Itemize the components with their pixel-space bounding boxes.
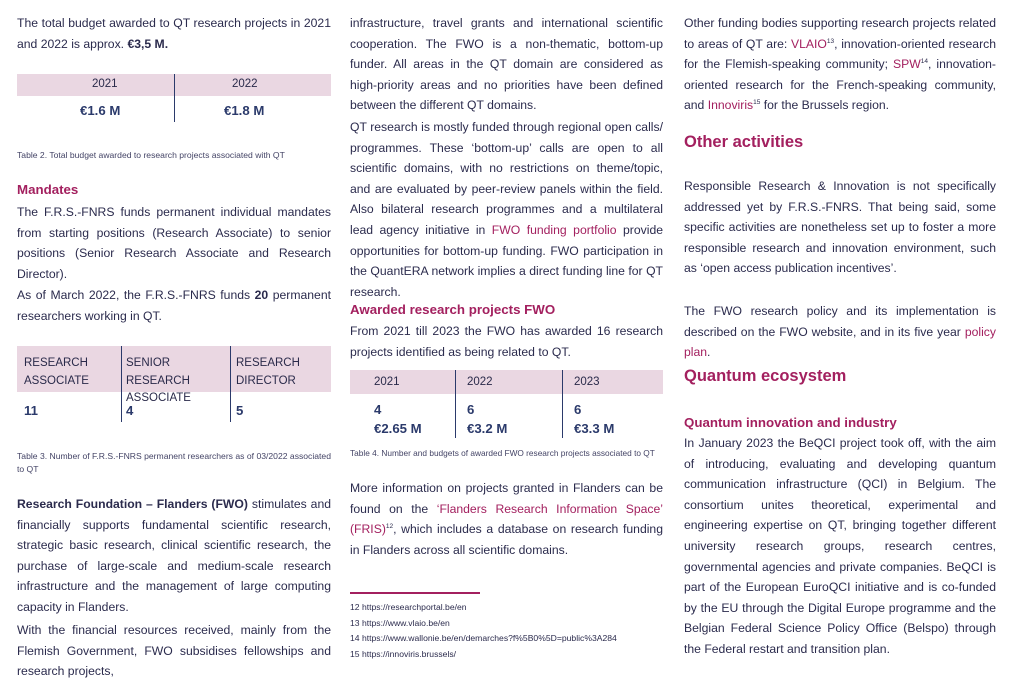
fwo-count-2022: 6 — [467, 402, 475, 417]
awarded-text: From 2021 till 2023 the FWO has awarded 16 research projects identified as being related to QT. — [350, 324, 663, 359]
header-research-director: RESEARCH DIRECTOR — [236, 357, 300, 387]
vlaio-link[interactable]: VLAIO — [791, 36, 827, 51]
researchers-table-divider-2 — [230, 346, 231, 422]
fwo-budget-2023: €3.3 M — [574, 421, 615, 436]
researchers-table — [17, 346, 331, 422]
fwo-table-divider-2 — [562, 370, 563, 438]
budget-value-2022: €1.8 M — [224, 103, 265, 118]
other-funding-text: Other funding bodies supporting research projects related to areas of QT are: VLAIO$^{13}$, innovation-oriented research for the Flemish-speaking community; SPW$^{14}$, innovation-oriented research for the French-speaking community, and Innoviris$^{15}$ for the Brussels region. — [684, 16, 996, 113]
fris-link[interactable]: ‘Flanders Research Information Space’ (FRIS) — [350, 501, 663, 537]
quantum-ecosystem-heading: Quantum ecosystem — [684, 367, 847, 385]
budget-year-2022: 2022 — [232, 78, 258, 90]
header-research-associate: RESEARCH ASSOCIATE — [24, 357, 89, 387]
footnote-15[interactable]: 15 https://innoviris.brussels/ — [350, 648, 457, 659]
budget-intro: The total budget awarded to QT research projects in 2021 and 2022 is approx. €3,5 M. — [17, 16, 331, 51]
table4-caption: Table 4. Number and budgets of awarded FWO research projects associated to QT — [350, 448, 655, 458]
researchers-table-divider-1 — [121, 346, 122, 422]
footnotes — [350, 600, 663, 662]
fwo-count-2023: 6 — [574, 402, 582, 417]
fwo-budget-2021: €2.65 M — [374, 421, 422, 436]
budget-year-2021: 2021 — [92, 78, 118, 90]
regional-text: QT research is mostly funded through regional open calls/ programmes. These ‘bottom-up’ calls are open to all scientific domains, with no restrictions on theme/topic, and are evaluated by peer-review panels within the field. Also bilateral research programmes and a multilateral lead agency initiative in FWO funding portfolio provide opportunities for bottom-up funding. FWO participation in the QuantERA network implies a direct funding line for QT research. — [350, 120, 664, 299]
fwo-name: Research Foundation – Flanders (FWO) — [17, 497, 248, 511]
table3-caption: Table 3. Number of F.R.S.-FNRS permanent researchers as of 03/2022 associated to QT — [17, 451, 331, 474]
spw-link[interactable]: SPW — [892, 57, 921, 72]
beqci-text: In January 2023 the BeQCI project took off, with the aim of introducing, evaluating and developing quantum communication infrastructure (QCI) in Belgium. The consortium unites theoretical, experimental and engineering expertise on QT, bringing together different university research groups, research centres, governmental agencies and private companies. BeQCI is part of the European EuroQCI initiative and is co-funded by the EU through the Digital Europe programme and the Belgian Federal Science Policy Office (Belspo) through the Federal restart and transition plan. — [684, 436, 996, 656]
footnote-14[interactable]: 14 https://www.wallonie.be/en/demarches?f%5B0%5D=public%3A284 — [350, 633, 617, 643]
rri-text: Responsible Research & Innovation is not specifically addressed yet by F.R.S.-FNRS. That being said, some specific activities are nonetheless set up to foster a more responsible research and innovation environment, such as ‘open access publication incentives’. — [684, 179, 996, 276]
table2-caption: Table 2. Total budget awarded to research projects associated with QT — [17, 150, 285, 160]
fwo-table-divider-1 — [455, 370, 456, 438]
value-research-director: 5 — [236, 403, 244, 418]
budget-table — [17, 74, 331, 124]
fwo-continuation: infrastructure, travel grants and international scientific cooperation. The FWO is a non-thematic, bottom-up funder. All areas in the QT domain are considered as high-priority areas and no priorities have been defined between the different QT domains. — [350, 16, 663, 113]
fwo-year-2022: 2022 — [467, 376, 493, 388]
fwo-projects-table — [350, 370, 663, 438]
value-research-associate: 11 — [24, 403, 38, 418]
financial-text: With the financial resources received, mainly from the Flemish Government, FWO subsidises fellowships and research projects, — [17, 623, 331, 679]
fwo-funding-portfolio-link[interactable]: FWO funding portfolio — [491, 222, 617, 237]
budget-value-2021: €1.6 M — [80, 103, 121, 118]
policy-text: The FWO research policy and its implementation is described on the FWO website, and in its five year policy plan. — [684, 304, 996, 360]
awarded-heading: Awarded research projects FWO — [350, 302, 556, 317]
fwo-year-2023: 2023 — [574, 376, 600, 388]
innoviris-link[interactable]: Innoviris — [707, 98, 754, 113]
footnote-12[interactable]: 12 https://researchportal.be/en — [350, 602, 467, 612]
value-senior-research-associate: 4 — [126, 403, 134, 418]
other-activities-heading: Other activities — [684, 133, 804, 151]
fwo-budget-2022: €3.2 M — [467, 421, 508, 436]
fwo-count-2021: 4 — [374, 402, 382, 417]
quantum-innovation-heading: Quantum innovation and industry — [684, 415, 897, 430]
mandates-heading: Mandates — [17, 182, 79, 197]
budget-total: €3,5 M. — [127, 36, 169, 51]
footnote-rule — [350, 592, 480, 594]
policy-plan-link[interactable]: policy plan — [684, 324, 996, 360]
header-senior-research-associate: SENIOR RESEARCH ASSOCIATE — [126, 357, 191, 404]
footnote-13[interactable]: 13 https://www.vlaio.be/en — [350, 617, 450, 628]
fwo-description: Research Foundation – Flanders (FWO) stimulates and financially supports fundamental scientific research, strategic basic research, clinical scientific research, the purchase of large-scale and medium-scale research infrastructure and the management of large computing capacity in Flanders. — [17, 497, 331, 614]
funds-text: As of March 2022, the F.R.S.-FNRS funds 20 permanent researchers working in QT. — [17, 288, 331, 323]
budget-table-divider — [174, 74, 175, 122]
mandates-text: The F.R.S.-FNRS funds permanent individual mandates from starting positions (Research Associate) to senior positions (Senior Research Associate and Research Director). — [17, 205, 331, 281]
fwo-year-2021: 2021 — [374, 376, 400, 388]
more-info-text: More information on projects granted in Flanders can be found on the ‘Flanders Research Information Space’ (FRIS)$^{12}$, which includes a database on research funding in Flanders across all scientific domains. — [350, 481, 663, 557]
